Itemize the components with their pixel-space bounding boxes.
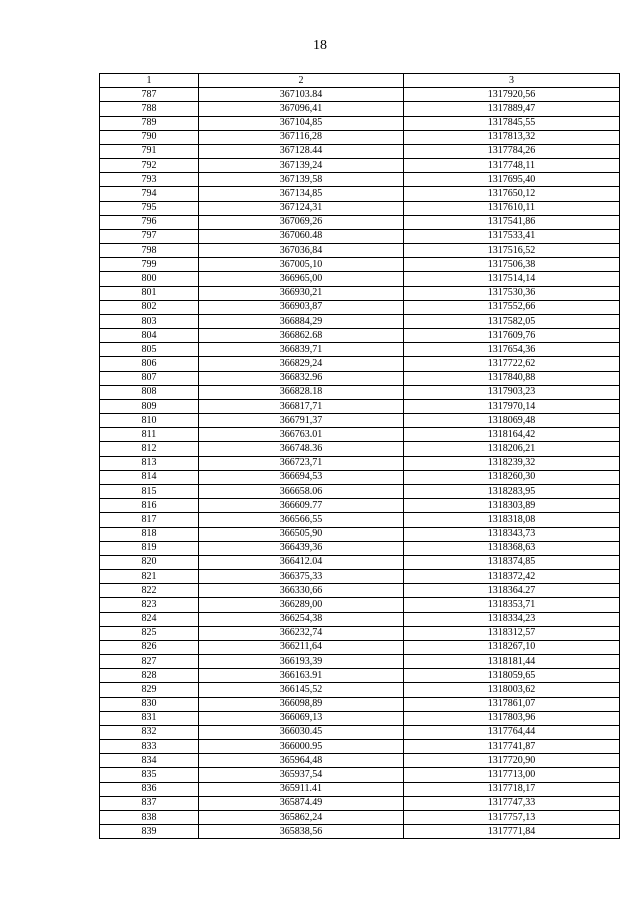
y-coordinate-cell: 1317861,07 — [404, 697, 620, 711]
table-row — [100, 385, 620, 399]
y-coordinate-cell: 1318318,08 — [404, 513, 620, 527]
point-number-cell: 838 — [100, 810, 199, 824]
y-coordinate-cell: 1317813,32 — [404, 130, 620, 144]
y-coordinate-cell: 1318374,85 — [404, 555, 620, 569]
table-row — [100, 272, 620, 286]
x-coordinate-cell: 367124,31 — [199, 201, 404, 215]
x-coordinate-cell: 366832.96 — [199, 371, 404, 385]
y-coordinate-cell: 1318003,62 — [404, 683, 620, 697]
table-row — [100, 740, 620, 754]
table-row — [100, 371, 620, 385]
x-coordinate-cell: 366289,00 — [199, 598, 404, 612]
table-row — [100, 584, 620, 598]
y-coordinate-cell: 1317764,44 — [404, 725, 620, 739]
header-row — [100, 74, 620, 88]
x-coordinate-cell: 367069,26 — [199, 215, 404, 229]
table-row — [100, 768, 620, 782]
x-coordinate-cell: 366829,24 — [199, 357, 404, 371]
x-coordinate-cell: 366884,29 — [199, 314, 404, 328]
y-coordinate-cell: 1318181,44 — [404, 655, 620, 669]
x-coordinate-cell: 367005,10 — [199, 258, 404, 272]
point-number-cell: 800 — [100, 272, 199, 286]
y-coordinate-cell: 1318059,65 — [404, 669, 620, 683]
point-number-cell: 793 — [100, 173, 199, 187]
table-row — [100, 399, 620, 413]
y-coordinate-cell: 1318353,71 — [404, 598, 620, 612]
y-coordinate-cell: 1318283,95 — [404, 484, 620, 498]
x-coordinate-cell: 366828.18 — [199, 385, 404, 399]
table-row — [100, 711, 620, 725]
y-coordinate-cell: 1318364.27 — [404, 584, 620, 598]
table-row — [100, 229, 620, 243]
y-coordinate-cell: 1318239,32 — [404, 456, 620, 470]
x-coordinate-cell: 366862.68 — [199, 329, 404, 343]
x-coordinate-cell: 366000.95 — [199, 740, 404, 754]
table-row — [100, 527, 620, 541]
table-row — [100, 456, 620, 470]
y-coordinate-cell: 1317506,38 — [404, 258, 620, 272]
x-coordinate-cell: 367060.48 — [199, 229, 404, 243]
point-number-cell: 818 — [100, 527, 199, 541]
point-number-cell: 790 — [100, 130, 199, 144]
point-number-cell: 792 — [100, 159, 199, 173]
column-header-2: 2 — [199, 74, 404, 88]
table-header — [100, 74, 620, 88]
point-number-cell: 810 — [100, 414, 199, 428]
y-coordinate-cell: 1318343,73 — [404, 527, 620, 541]
x-coordinate-cell: 366566,55 — [199, 513, 404, 527]
y-coordinate-cell: 1317541,86 — [404, 215, 620, 229]
page-number: 18 — [313, 38, 327, 53]
y-coordinate-cell: 1317718,17 — [404, 782, 620, 796]
y-coordinate-cell: 1317845,55 — [404, 116, 620, 130]
x-coordinate-cell: 365838,56 — [199, 825, 404, 839]
point-number-cell: 820 — [100, 555, 199, 569]
x-coordinate-cell: 365911.41 — [199, 782, 404, 796]
table-row — [100, 655, 620, 669]
table-row — [100, 428, 620, 442]
y-coordinate-cell: 1317514,14 — [404, 272, 620, 286]
table-row — [100, 357, 620, 371]
y-coordinate-cell: 1318164,42 — [404, 428, 620, 442]
point-number-cell: 835 — [100, 768, 199, 782]
x-coordinate-cell: 366412.04 — [199, 555, 404, 569]
point-number-cell: 814 — [100, 470, 199, 484]
x-coordinate-cell: 366163.91 — [199, 669, 404, 683]
y-coordinate-cell: 1317757,13 — [404, 810, 620, 824]
table-row — [100, 669, 620, 683]
point-number-cell: 804 — [100, 329, 199, 343]
point-number-cell: 811 — [100, 428, 199, 442]
table-row — [100, 598, 620, 612]
point-number-cell: 833 — [100, 740, 199, 754]
y-coordinate-cell: 1318267,10 — [404, 640, 620, 654]
point-number-cell: 827 — [100, 655, 199, 669]
x-coordinate-cell: 366694,53 — [199, 470, 404, 484]
point-number-cell: 801 — [100, 286, 199, 300]
y-coordinate-cell: 1317784,26 — [404, 144, 620, 158]
table-row — [100, 825, 620, 839]
point-number-cell: 817 — [100, 513, 199, 527]
point-number-cell: 795 — [100, 201, 199, 215]
table-row — [100, 612, 620, 626]
table-row — [100, 215, 620, 229]
point-number-cell: 819 — [100, 541, 199, 555]
x-coordinate-cell: 366965,00 — [199, 272, 404, 286]
x-coordinate-cell: 366839,71 — [199, 343, 404, 357]
point-number-cell: 837 — [100, 796, 199, 810]
x-coordinate-cell: 366030.45 — [199, 725, 404, 739]
table-row — [100, 626, 620, 640]
x-coordinate-cell: 367096,41 — [199, 102, 404, 116]
table-row — [100, 159, 620, 173]
table-row — [100, 470, 620, 484]
x-coordinate-cell: 366609.77 — [199, 499, 404, 513]
y-coordinate-cell: 1318334,23 — [404, 612, 620, 626]
table-row — [100, 187, 620, 201]
x-coordinate-cell: 366439,36 — [199, 541, 404, 555]
point-number-cell: 809 — [100, 399, 199, 413]
y-coordinate-cell: 1317516,52 — [404, 244, 620, 258]
x-coordinate-cell: 365964,48 — [199, 754, 404, 768]
x-coordinate-cell: 367134,85 — [199, 187, 404, 201]
y-coordinate-cell: 1317530,36 — [404, 286, 620, 300]
y-coordinate-cell: 1317654,36 — [404, 343, 620, 357]
point-number-cell: 823 — [100, 598, 199, 612]
x-coordinate-cell: 367104,85 — [199, 116, 404, 130]
x-coordinate-cell: 366069,13 — [199, 711, 404, 725]
x-coordinate-cell: 367116,28 — [199, 130, 404, 144]
table-row — [100, 697, 620, 711]
x-coordinate-cell: 367036,84 — [199, 244, 404, 258]
table-row — [100, 286, 620, 300]
point-number-cell: 836 — [100, 782, 199, 796]
y-coordinate-cell: 1317552,66 — [404, 300, 620, 314]
y-coordinate-cell: 1318303,89 — [404, 499, 620, 513]
point-number-cell: 812 — [100, 442, 199, 456]
y-coordinate-cell: 1317722,62 — [404, 357, 620, 371]
y-coordinate-cell: 1317695,40 — [404, 173, 620, 187]
x-coordinate-cell: 367128.44 — [199, 144, 404, 158]
point-number-cell: 832 — [100, 725, 199, 739]
y-coordinate-cell: 1317970,14 — [404, 399, 620, 413]
point-number-cell: 822 — [100, 584, 199, 598]
table-row — [100, 201, 620, 215]
point-number-cell: 803 — [100, 314, 199, 328]
table-row — [100, 499, 620, 513]
x-coordinate-cell: 365874.49 — [199, 796, 404, 810]
x-coordinate-cell: 367139,58 — [199, 173, 404, 187]
x-coordinate-cell: 366505,90 — [199, 527, 404, 541]
column-header-3: 3 — [404, 74, 620, 88]
point-number-cell: 806 — [100, 357, 199, 371]
x-coordinate-cell: 366763.01 — [199, 428, 404, 442]
table-row — [100, 513, 620, 527]
table-row — [100, 570, 620, 584]
x-coordinate-cell: 366232,74 — [199, 626, 404, 640]
point-number-cell: 839 — [100, 825, 199, 839]
x-coordinate-cell: 366375,33 — [199, 570, 404, 584]
table-row — [100, 88, 620, 102]
y-coordinate-cell: 1317748,11 — [404, 159, 620, 173]
table-row — [100, 754, 620, 768]
point-number-cell: 787 — [100, 88, 199, 102]
point-number-cell: 802 — [100, 300, 199, 314]
y-coordinate-cell: 1317582,05 — [404, 314, 620, 328]
x-coordinate-cell: 366658.06 — [199, 484, 404, 498]
table-row — [100, 484, 620, 498]
point-number-cell: 825 — [100, 626, 199, 640]
table-row — [100, 640, 620, 654]
x-coordinate-cell: 366930,21 — [199, 286, 404, 300]
y-coordinate-cell: 1317610,11 — [404, 201, 620, 215]
coordinates-table — [99, 73, 620, 839]
point-number-cell: 807 — [100, 371, 199, 385]
x-coordinate-cell: 366145,52 — [199, 683, 404, 697]
y-coordinate-cell: 1317889,47 — [404, 102, 620, 116]
y-coordinate-cell: 1318069,48 — [404, 414, 620, 428]
y-coordinate-cell: 1317903,23 — [404, 385, 620, 399]
table-row — [100, 541, 620, 555]
table-row — [100, 102, 620, 116]
point-number-cell: 828 — [100, 669, 199, 683]
table-row — [100, 414, 620, 428]
y-coordinate-cell: 1317609,76 — [404, 329, 620, 343]
table-row — [100, 442, 620, 456]
x-coordinate-cell: 366254,38 — [199, 612, 404, 626]
y-coordinate-cell: 1317720,90 — [404, 754, 620, 768]
y-coordinate-cell: 1317741,87 — [404, 740, 620, 754]
table-row — [100, 300, 620, 314]
x-coordinate-cell: 367103.84 — [199, 88, 404, 102]
table-row — [100, 258, 620, 272]
point-number-cell: 831 — [100, 711, 199, 725]
table-row — [100, 555, 620, 569]
table-row — [100, 144, 620, 158]
point-number-cell: 813 — [100, 456, 199, 470]
table-row — [100, 796, 620, 810]
x-coordinate-cell: 365862,24 — [199, 810, 404, 824]
point-number-cell: 830 — [100, 697, 199, 711]
point-number-cell: 808 — [100, 385, 199, 399]
point-number-cell: 797 — [100, 229, 199, 243]
point-number-cell: 815 — [100, 484, 199, 498]
point-number-cell: 789 — [100, 116, 199, 130]
point-number-cell: 796 — [100, 215, 199, 229]
y-coordinate-cell: 1318372,42 — [404, 570, 620, 584]
point-number-cell: 826 — [100, 640, 199, 654]
x-coordinate-cell: 366723,71 — [199, 456, 404, 470]
x-coordinate-cell: 366211,64 — [199, 640, 404, 654]
point-number-cell: 788 — [100, 102, 199, 116]
point-number-cell: 791 — [100, 144, 199, 158]
point-number-cell: 824 — [100, 612, 199, 626]
table-row — [100, 683, 620, 697]
y-coordinate-cell: 1317920,56 — [404, 88, 620, 102]
table-row — [100, 329, 620, 343]
x-coordinate-cell: 366330,66 — [199, 584, 404, 598]
y-coordinate-cell: 1317840,88 — [404, 371, 620, 385]
table-row — [100, 782, 620, 796]
point-number-cell: 805 — [100, 343, 199, 357]
table-row — [100, 130, 620, 144]
table-row — [100, 244, 620, 258]
table-row — [100, 343, 620, 357]
x-coordinate-cell: 366098,89 — [199, 697, 404, 711]
x-coordinate-cell: 366817,71 — [199, 399, 404, 413]
y-coordinate-cell: 1318368,63 — [404, 541, 620, 555]
y-coordinate-cell: 1318260,30 — [404, 470, 620, 484]
table-row — [100, 116, 620, 130]
x-coordinate-cell: 366903,87 — [199, 300, 404, 314]
table-row — [100, 810, 620, 824]
column-header-1: 1 — [100, 74, 199, 88]
y-coordinate-cell: 1317771,84 — [404, 825, 620, 839]
y-coordinate-cell: 1317803,96 — [404, 711, 620, 725]
y-coordinate-cell: 1317713,00 — [404, 768, 620, 782]
x-coordinate-cell: 366193,39 — [199, 655, 404, 669]
x-coordinate-cell: 366791,37 — [199, 414, 404, 428]
x-coordinate-cell: 366748.36 — [199, 442, 404, 456]
y-coordinate-cell: 1317650,12 — [404, 187, 620, 201]
point-number-cell: 834 — [100, 754, 199, 768]
x-coordinate-cell: 365937,54 — [199, 768, 404, 782]
point-number-cell: 816 — [100, 499, 199, 513]
y-coordinate-cell: 1317533,41 — [404, 229, 620, 243]
table-row — [100, 173, 620, 187]
point-number-cell: 798 — [100, 244, 199, 258]
y-coordinate-cell: 1318206,21 — [404, 442, 620, 456]
x-coordinate-cell: 367139,24 — [199, 159, 404, 173]
point-number-cell: 829 — [100, 683, 199, 697]
y-coordinate-cell: 1317747,33 — [404, 796, 620, 810]
y-coordinate-cell: 1318312,57 — [404, 626, 620, 640]
table-body — [100, 88, 620, 839]
point-number-cell: 794 — [100, 187, 199, 201]
point-number-cell: 799 — [100, 258, 199, 272]
table-row — [100, 725, 620, 739]
point-number-cell: 821 — [100, 570, 199, 584]
table-row — [100, 314, 620, 328]
